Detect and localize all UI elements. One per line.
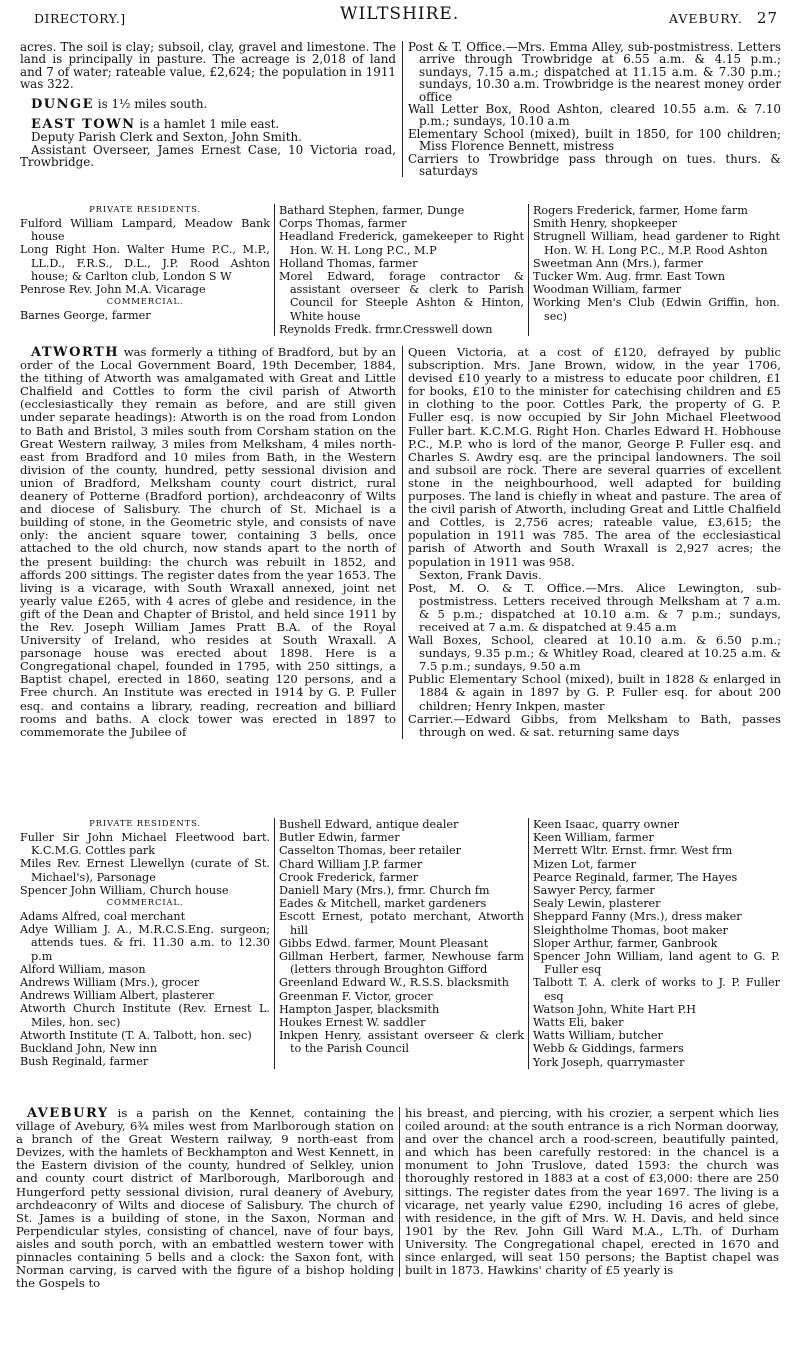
section-heading: COMMERCIAL. [106,297,184,308]
directory-entry: Tucker Wm. Aug. frmr. East Town [533,270,726,284]
directory-entry: Bush Reginald, farmer [20,1055,149,1069]
paragraph: Sexton, Frank Davis. [419,567,542,582]
residents-table-dunge [20,204,780,336]
avebury-right-column [399,1107,779,1277]
directory-entry: Merrett Wltr. Ernst. frmr. West frm [533,844,733,858]
directory-entry: Houkes Ernest W. saddler [279,1016,426,1030]
directory-entry: Long Right Hon. Walter Hume P.C., M.P., LL.D., F.R.S., D.L., J.P. Rood Ashton house; & Carlton club, London S W [20,243,270,283]
directory-entry: Strugnell William, head gardener to Right Hon. W. H. Long P.C., M.P. Rood Ashton [533,230,780,257]
directory-entry: Sheppard Fanny (Mrs.), dress maker [533,910,742,924]
directory-entry: Penrose Rev. John M.A. Vicarage [20,283,206,297]
directory-entry: Wall Letter Box, Rood Ashton, cleared 10.55 a.m. & 7.10 p.m.; sundays, 10.10 a.m [408,102,781,129]
directory-entry: Butler Edwin, farmer [279,831,400,845]
section-heading: COMMERCIAL. [106,898,184,909]
directory-entry: Fuller Sir John Michael Fleetwood bart. K.C.M.G. Cottles park [20,831,270,858]
directory-entry: Atworth Church Institute (Rev. Ernest L. Miles, hon. sec) [20,1002,270,1029]
directory-entry: Hampton Jasper, blacksmith [279,1002,440,1016]
directory-entry: Gibbs Edwd. farmer, Mount Pleasant [279,936,489,950]
residents-table-atworth [20,818,780,1069]
directory-entry: Adye William J. A., M.R.C.S.Eng. surgeon; attends tues. & fri. 11.30 a.m. to 12.30 p.m [20,923,270,963]
residents-column-2 [274,818,528,1069]
directory-entry: Watts Eli, baker [533,1016,624,1030]
directory-entry: Woodman William, farmer [533,283,682,297]
directory-entry: Alford William, mason [20,962,146,976]
paragraph: acres. The soil is clay; subsoil, clay, gravel and limestone. The land is principally in pasture. The acreage is 2,018 of land and 7 of water; rateable value, £2,624; the population in 1911 was 322. [20,40,396,92]
residents-column-3 [528,818,780,1069]
section-heading: PRIVATE RESIDENTS. [89,205,201,215]
directory-entry: Mizen Lot, farmer [533,857,636,871]
directory-entry: Sweetman Ann (Mrs.), farmer [533,256,703,270]
directory-entry: Corps Thomas, farmer [279,217,407,231]
directory-entry: Bathard Stephen, farmer, Dunge [279,204,465,217]
directory-entry: Rogers Frederick, farmer, Home farm [533,204,748,217]
directory-entry: Public Elementary School (mixed), built in 1828 & enlarged in 1884 & again in 1897 by G. P. Fuller esq. for about 200 children; Henry Inkpen, master [408,672,781,713]
paragraph-text: is 1½ miles south. [94,96,208,111]
directory-entry: Sawyer Percy, farmer [533,884,655,898]
directory-entry: Greenman F. Victor, grocer [279,989,433,1003]
directory-entry: Atworth Institute (T. A. Talbott, hon. sec) [20,1028,252,1042]
directory-entry: Sleightholme Thomas, boot maker [533,923,728,937]
running-head-right [668,9,778,27]
directory-entry: Spencer John William, Church house [20,883,229,897]
directory-entry: Carrier.—Edward Gibbs, from Melksham to Bath, passes through on wed. & sat. returning same days [408,711,781,739]
directory-entry: Chard William J.P. farmer [279,857,423,871]
county-title: WILTSHIRE. [340,4,460,24]
paragraph-text: was formerly a tithing of Bradford, but by an order of the Local Government Board, 19th December, 1884, the tithing of Atworth was amalgamated with Great and Little Chalfield and Cottles to form the civil parish of Atworth (ecclesiastically they remain as before, and are still given under separate headings): Atworth is on the road from London to Bath and Bristol, 3 miles south from Corsham station on the Great Western railway, 3 miles from Melksham, 4 miles north-east from Bradford and 10 miles from Bath, in the Western division of the county, hundred, petty sessional division and union of Bradford, Melksham county court district, rural deanery of Potterne (Bradford portion), archdeaconry of Wilts and diocese of Salisbury. The church of St. Michael is a building of stone, in the Geometric style, and consists of nave only: the ancient square tower, containing 3 bells, once attached to the old church, now stands apart to the north of the present building: the church was rebuilt in 1852, and affords 200 sittings. The register dates from the year 1653. The living is a vicarage, with South Wraxall annexed, joint net yearly value £265, with 4 acres of glebe and residence, in the gift of the Dean and Chapter of Bristol, and held since 1911 by the Rev. Joseph William James Pratt B.A. of the Royal University of Ireland, who resides at South Wraxall. A parsonage house was erected about 1898. Here is a Congregational chapel, founded in 1795, with 250 sittings, a Baptist chapel, erected in 1860, seating 120 persons, and a Free church. An Institute was erected in 1914 by G. P. Fuller esq. and contains a library, reading, recreation and billiard rooms and baths. A clock tower was erected in 1897 to commemorate the Jubilee of [20,345,396,739]
directory-entry: Post, M. O. & T. Office.—Mrs. Alice Lewington, sub-postmistress. Letters received through Melksham at 7 a.m. & 5 p.m.; dispatched at 10.10 a.m. & 7 p.m.; sundays, received at 7 a.m. & dispatched at 9.45 a.m [408,580,781,634]
place-name: ATWORTH [31,345,120,360]
page-number: 27 [756,9,778,27]
top-left-column [20,41,396,169]
directory-entry: Webb & Giddings, farmers [533,1042,684,1056]
paragraph: Queen Victoria, at a cost of £120, defrayed by public subscription. Mrs. Jane Brown, widow, in the year 1706, devised £10 yearly to a mistress to educate poor children, £1 for books, £10 to the minister for catechising children and £5 in clothing to the poor. Cottles Park, the property of G. P. Fuller esq. is now occupied by Sir John Michael Fleetwood Fuller bart. K.C.M.G. Right Hon. Charles Edward H. Hobhouse P.C., M.P. who is lord of the manor, George P. Fuller esq. and Charles S. Awdry esq. are the principal landowners. The soil and subsoil are rock. There are several quarries of excellent stone in the neighbourhood, well adapted for building purposes. The land is chiefly in wheat and pasture. The area of the civil parish of Atworth, including Great and Little Chalfield and Cottles, is 2,756 acres; rateable value, £3,615; the population in 1911 was 785. The area of the ecclesiastical parish of Atworth and South Wraxall is 2,927 acres; the population in 1911 was 958. [408,345,781,569]
directory-entry: Escott Ernest, potato merchant, Atworth hill [279,910,524,937]
directory-entry: Buckland John, New inn [20,1042,157,1056]
directory-entry: Spencer John William, land agent to G. P. Fuller esq [533,950,780,977]
residents-column-1 [20,204,274,336]
directory-entry: Greenland Edward W., R.S.S. blacksmith [279,976,510,990]
directory-entry: Eades & Mitchell, market gardeners [279,897,487,911]
directory-entry: Smith Henry, shopkeeper [533,217,677,231]
directory-entry: Gillman Herbert, farmer, Newhouse farm (letters through Broughton Gifford [279,950,524,977]
directory-entry: Keen William, farmer [533,831,654,845]
directory-entry: Adams Alfred, coal merchant [20,910,186,924]
directory-entry: Barnes George, farmer [20,309,151,323]
residents-column-2 [274,204,528,336]
directory-entry: Miles Rev. Ernest Llewellyn (curate of St. Michael's), Parsonage [20,857,270,884]
residents-column-1 [20,818,274,1069]
residents-column-3 [528,204,780,336]
place-name: AVEBURY [27,1106,109,1121]
directory-entry: Headland Frederick, gamekeeper to Right Hon. W. H. Long P.C., M.P [279,230,524,257]
directory-entry: Sealy Lewin, plasterer [533,897,661,911]
directory-entry: Fulford William Lampard, Meadow Bank house [20,217,270,244]
place-name: AVEBURY. [668,11,743,26]
directory-entry: Holland Thomas, farmer [279,256,418,270]
directory-entry: Watson John, White Hart P.H [533,1002,697,1016]
paragraph: his breast, and piercing, with his crozier, a serpent which lies coiled around: at the south entrance is a rich Norman doorway, and over the chancel arch a rood-screen, beautifully painted, and which has been carefully restored: in the chancel is a monument to John Truslove, dated 1593: the church was thoroughly restored in 1883 at a cost of £3,000: there are 250 sittings. The register dates from the year 1697. The living is a vicarage, net yearly value £290, including 16 acres of glebe, with residence, in the gift of Mrs. W. H. Davis, and held since 1901 by the Rev. John Gill Ward M.A., L.Th. of Durham University. The Congregational chapel, erected in 1670 and since enlarged, will seat 150 persons; the Baptist chapel was built in 1873. Hawkins' charity of £5 yearly is [405,1106,779,1278]
paragraph [16,1107,394,1290]
directory-entry: Morel Edward, forage contractor & assistant overseer & clerk to Parish Council for Steeple Ashton & Hinton, White house [279,270,524,323]
directory-entry: Working Men's Club (Edwin Griffin, hon. sec) [533,296,780,323]
place-name: DUNGE [31,96,95,112]
directory-entry: Reynolds Fredk. frmr.Cresswell down [279,322,493,336]
directory-entry: Andrews William (Mrs.), grocer [20,976,200,990]
paragraph: Assistant Overseer, James Ernest Case, 10 Victoria road, Trowbridge. [20,142,396,170]
directory-entry: Bushell Edward, antique dealer [279,818,459,831]
directory-entry: Carriers to Trowbridge pass through on tues. thurs. & saturdays [408,151,781,179]
avebury-left-column [16,1107,394,1290]
directory-entry: Inkpen Henry, assistant overseer & clerk to the Parish Council [279,1029,524,1056]
directory-entry: Sloper Arthur, farmer, Ganbrook [533,936,718,950]
directory-entry: Keen Isaac, quarry owner [533,818,680,831]
directory-entry: Talbott T. A. clerk of works to J. P. Fuller esq [533,976,780,1003]
paragraph: Deputy Parish Clerk and Sexton, John Smith. [31,130,302,145]
top-right-column [402,41,781,177]
paragraph [20,346,396,739]
directory-entry: Andrews William Albert, plasterer [20,989,214,1003]
directory-entry: Watts William, butcher [533,1029,663,1043]
directory-entry: Elementary School (mixed), built in 1850, for 100 children; Miss Florence Bennett, mistress [408,126,781,154]
paragraph [20,118,396,131]
paragraph-text: is a parish on the Kennet, containing the village of Avebury, 6¾ miles west from Marlborough station on a branch of the Great Western railway, 9 north-east from Devizes, with the hamlets of Beckhampton and West Kennett, in the Eastern division of the county, hundred of Selkley, union and county court district of Marlborough, Marlborough and Hungerford petty sessional division, rural deanery of Avebury, archdeaconry of Wilts and diocese of Salisbury. The church of St. James is a building of stone, in the Saxon, Norman and Perpendicular styles, consisting of chancel, nave of four bays, aisles and south porch, with an embattled western tower with pinnacles containing 5 bells and a clock: the Saxon font, with Norman carving, is carved with the figure of a bishop holding the Gospels to [16,1106,394,1291]
atworth-left-column [20,346,396,739]
atworth-right-column [402,346,781,739]
running-head-left: DIRECTORY.] [34,11,126,26]
directory-entry: Daniell Mary (Mrs.), frmr. Church fm [279,884,490,898]
section-heading: PRIVATE RESIDENTS. [89,819,201,829]
directory-entry: Casselton Thomas, beer retailer [279,844,462,858]
place-name: EAST TOWN [31,117,136,133]
paragraph-text: is a hamlet 1 mile east. [135,117,280,132]
directory-entry: Post & T. Office.—Mrs. Emma Alley, sub-postmistress. Letters arrive through Trowbridge at 6.55 a.m. & 4.15 p.m.; sundays, 7.15 a.m.; dispatched at 11.15 a.m. & 7.30 p.m.; sundays, 10.30 a.m. Trowbridge is the nearest money order office [408,40,781,104]
directory-entry: York Joseph, quarrymaster [533,1055,685,1069]
directory-entry: Crook Frederick, farmer [279,870,419,884]
directory-entry: Pearce Reginald, farmer, The Hayes [533,870,738,884]
paragraph [20,98,396,111]
directory-entry: Wall Boxes, School, cleared at 10.10 a.m. & 6.50 p.m.; sundays, 9.35 p.m.; & Whitley Road, cleared at 10.25 a.m. & 7.5 p.m.; sundays, 9.50 a.m [408,633,781,674]
